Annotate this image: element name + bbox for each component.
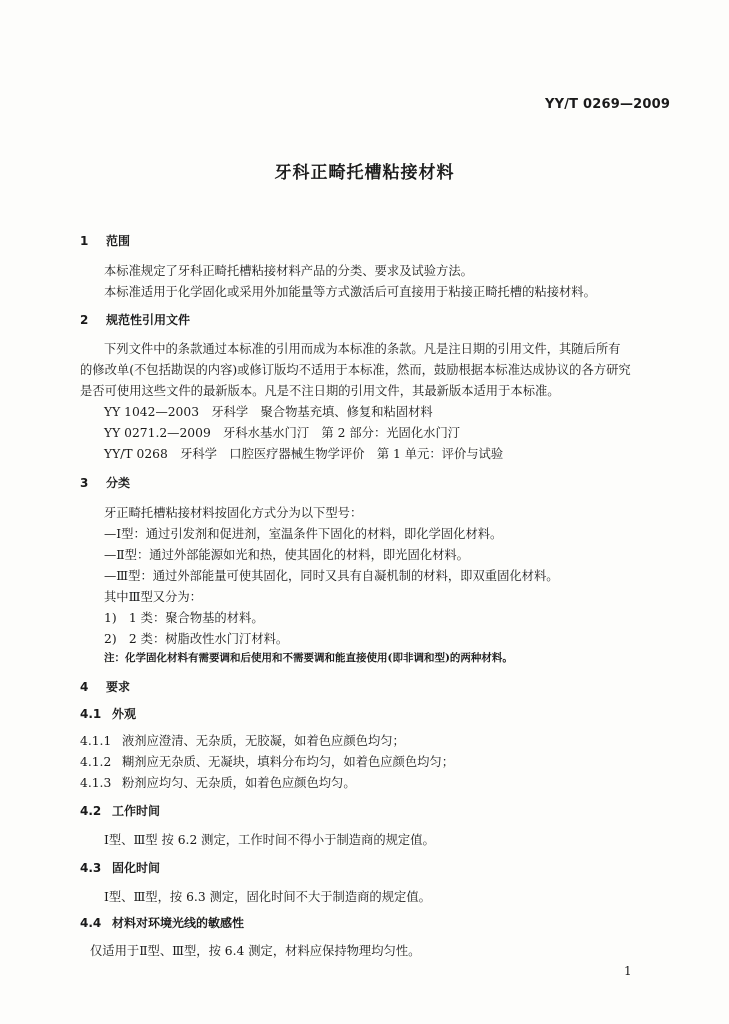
paragraph: 仅适用于Ⅱ型、Ⅲ型，按 6.4 测定，材料应保持物理均匀性。: [90, 944, 421, 958]
document-title: 牙科正畸托槽粘接材料: [274, 163, 455, 183]
section-title: 范围: [106, 234, 131, 248]
section-number: 2: [80, 313, 89, 327]
item-number: 4.1.1: [80, 734, 112, 748]
subsection-title: 外观: [112, 707, 137, 721]
requirement-item: [80, 752, 454, 770]
item-text: 糊剂应无杂质、无凝块，填料分布均匀，如着色应颜色均匀；: [122, 755, 455, 769]
section-title: 要求: [106, 680, 131, 694]
reference-item: YY/T 0268 牙科学 口腔医疗器械生物学评价 第 1 单元：评价与试验: [104, 447, 504, 461]
paragraph: Ⅰ型、Ⅲ型，按 6.3 测定，固化时间不大于制造商的规定值。: [104, 890, 431, 904]
reference-item: YY 1042—2003 牙科学 聚合物基充填、修复和粘固材料: [104, 405, 433, 419]
standard-code: YY/T 0269—2009: [545, 97, 671, 112]
paragraph: 本标准规定了牙科正畸托槽粘接材料产品的分类、要求及试验方法。: [104, 264, 473, 278]
page-number: 1: [624, 964, 632, 978]
subsection-number: 4.1: [80, 707, 102, 721]
section-title: 规范性引用文件: [106, 313, 191, 327]
section-number: 3: [80, 476, 89, 490]
type-item: —Ⅱ型：通过外部能源如光和热，使其固化的材料，即光固化材料。: [104, 548, 469, 562]
paragraph: Ⅰ型、Ⅲ型 按 6.2 测定，工作时间不得小于制造商的规定值。: [104, 833, 435, 847]
subsection-4-3-heading: [80, 859, 160, 876]
section-3-heading: [80, 474, 130, 491]
paragraph: 下列文件中的条款通过本标准的引用而成为本标准的条款。凡是注日期的引用文件，其随后所有: [104, 342, 621, 356]
requirement-item: [80, 731, 405, 749]
subsection-title: 固化时间: [112, 861, 161, 875]
paragraph: 是否可使用这些文件的最新版本。凡是不注日期的引用文件，其最新版本适用于本标准。: [80, 384, 560, 398]
subsection-4-1-heading: [80, 705, 136, 722]
item-number: 4.1.2: [80, 755, 112, 769]
section-1-heading: [80, 232, 130, 249]
class-item: 1) 1 类：聚合物基的材料。: [104, 611, 264, 625]
paragraph: 本标准适用于化学固化或采用外加能量等方式激活后可直接用于粘接正畸托槽的粘接材料。: [104, 285, 596, 299]
paragraph: 其中Ⅲ型又分为：: [104, 590, 202, 604]
type-item: —Ⅲ型：通过外部能量可使其固化，同时又具有自凝机制的材料，即双重固化材料。: [104, 569, 559, 583]
subsection-4-4-heading: [80, 914, 244, 931]
section-4-heading: [80, 678, 130, 695]
section-2-heading: [80, 311, 190, 328]
paragraph: 牙正畸托槽粘接材料按固化方式分为以下型号：: [104, 506, 363, 520]
requirement-item: [80, 773, 356, 791]
section-number: 4: [80, 680, 89, 694]
type-item: —Ⅰ型：通过引发剂和促进剂，室温条件下固化的材料，即化学固化材料。: [104, 527, 503, 541]
subsection-number: 4.4: [80, 916, 102, 930]
item-text: 粉剂应均匀、无杂质，如着色应颜色均匀。: [122, 776, 356, 790]
subsection-number: 4.2: [80, 804, 102, 818]
item-number: 4.1.3: [80, 776, 112, 790]
reference-item: YY 0271.2—2009 牙科水基水门汀 第 2 部分：光固化水门汀: [104, 426, 461, 440]
subsection-number: 4.3: [80, 861, 102, 875]
note: 注：化学固化材料有需要调和后使用和不需要调和能直接使用(即非调和型)的两种材料。: [104, 652, 513, 664]
item-text: 液剂应澄清、无杂质，无胶凝，如着色应颜色均匀；: [122, 734, 405, 748]
class-item: 2) 2 类：树脂改性水门汀材料。: [104, 632, 289, 646]
paragraph: 的修改单(不包括勘误的内容)或修订版均不适用于本标准，然而，鼓励根据本标准达成协议的各方研究: [80, 363, 631, 377]
section-title: 分类: [106, 476, 131, 490]
subsection-title: 工作时间: [112, 804, 161, 818]
subsection-title: 材料对环境光线的敏感性: [112, 916, 245, 930]
subsection-4-2-heading: [80, 802, 160, 819]
section-number: 1: [80, 234, 89, 248]
